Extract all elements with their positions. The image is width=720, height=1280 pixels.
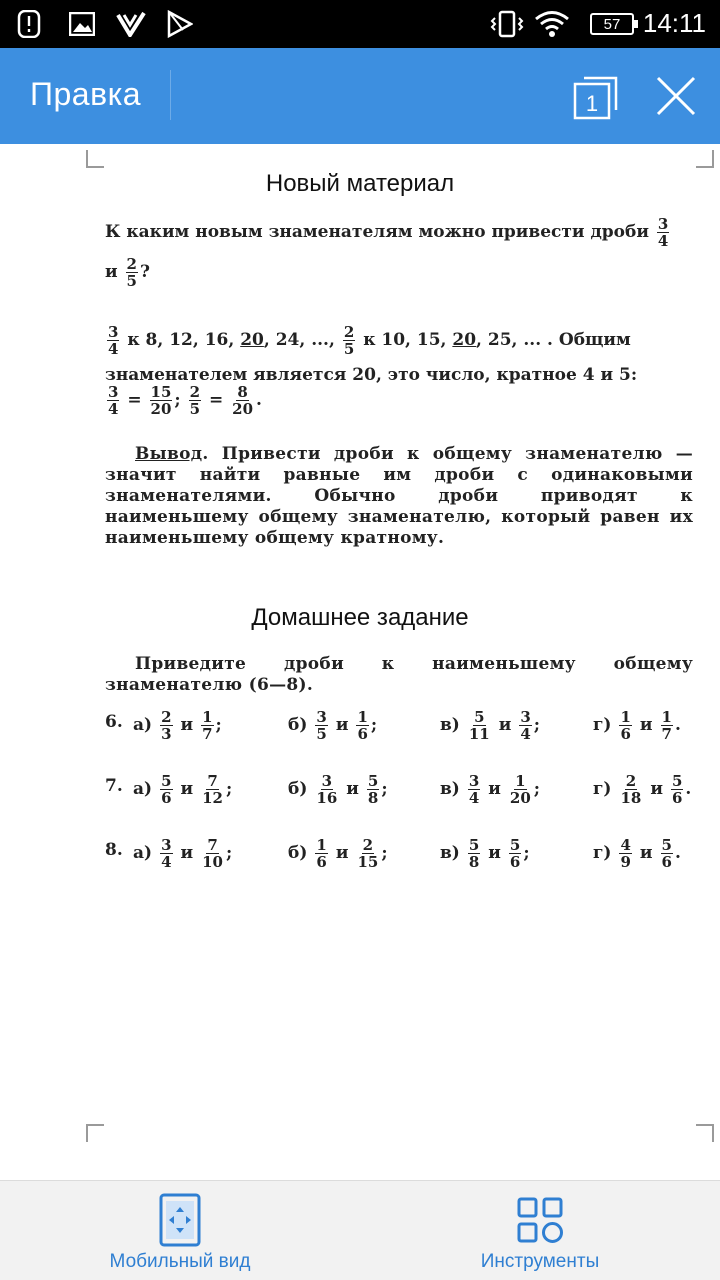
vibrate-icon bbox=[490, 10, 524, 38]
conjunction: и bbox=[335, 715, 349, 735]
fraction: $\frac{1}{20}$ bbox=[509, 771, 531, 807]
exercise-number: 8. bbox=[105, 840, 123, 860]
fraction: $\frac{5}{8}$ bbox=[468, 835, 480, 871]
fraction: $\frac{1}{7}$ bbox=[202, 707, 213, 743]
exercise-item bbox=[593, 828, 681, 878]
answer-equations: $\frac{3}{4}$ = $\frac{15}{20}$ ; $\frac{2}{5}$ = $\frac{8}{20}$ . bbox=[108, 383, 262, 418]
homework-intro: Приведите дроби к наименьшему общему знаменателю (6—8). bbox=[105, 654, 693, 695]
item-label: б) bbox=[288, 843, 308, 863]
item-end: ; bbox=[533, 715, 541, 735]
tools-label: Инструменты bbox=[480, 1251, 600, 1272]
pages-icon bbox=[570, 70, 622, 122]
fraction: $\frac{2}{18}$ bbox=[620, 771, 642, 807]
conjunction: и bbox=[650, 779, 663, 799]
item-label: а) bbox=[133, 715, 153, 735]
conclusion-paragraph bbox=[105, 444, 693, 549]
close-button[interactable] bbox=[650, 70, 702, 122]
fraction: $\frac{3}{4}$ bbox=[108, 323, 119, 358]
edit-title[interactable]: Правка bbox=[30, 76, 142, 112]
play-store-icon bbox=[164, 10, 194, 38]
item-label: в) bbox=[440, 843, 460, 863]
exercise-item bbox=[440, 700, 540, 750]
item-end: ; bbox=[523, 843, 530, 863]
fraction: $\frac{5}{8}$ bbox=[367, 771, 379, 807]
question-line2: и $\frac{2}{5}$ ? bbox=[105, 255, 150, 290]
exercise-item bbox=[593, 700, 681, 750]
fraction: $\frac{3}{16}$ bbox=[316, 771, 338, 807]
exercise-item bbox=[288, 764, 388, 814]
item-end: ; bbox=[225, 843, 233, 863]
fraction: $\frac{3}{4}$ bbox=[161, 835, 172, 871]
fraction: $\frac{7}{12}$ bbox=[202, 771, 223, 807]
item-end: . bbox=[685, 779, 692, 799]
item-label: а) bbox=[133, 843, 153, 863]
conjunction: и bbox=[639, 843, 653, 863]
item-label: г) bbox=[593, 715, 612, 735]
mobile-view-tab[interactable] bbox=[0, 1181, 360, 1280]
exercise-item bbox=[440, 764, 540, 814]
fraction: $\frac{5}{6}$ bbox=[661, 835, 672, 871]
question-text: К каким новым знаменателям можно привести дроби bbox=[105, 222, 649, 242]
conclusion-text: . Привести дроби к общему знаменателю — значит найти равные им дроби с одинаковыми знаменателями. Обычно дроби приводят к наименьшему общему знаменателю, который равен их наименьшему общему кратному. bbox=[105, 444, 693, 548]
exercise-item bbox=[288, 828, 388, 878]
conjunction: и bbox=[639, 715, 653, 735]
close-icon bbox=[650, 70, 702, 122]
item-end: ; bbox=[225, 779, 233, 799]
item-label: в) bbox=[440, 715, 460, 735]
document-page[interactable] bbox=[0, 144, 720, 1180]
item-end: ; bbox=[215, 715, 222, 735]
fraction: $\frac{3}{4}$ bbox=[468, 771, 480, 807]
item-end: ; bbox=[370, 715, 378, 735]
item-label: а) bbox=[133, 779, 153, 799]
item-label: б) bbox=[288, 715, 308, 735]
exercise-item bbox=[133, 764, 232, 814]
divider bbox=[170, 70, 171, 120]
fraction: $\frac{7}{10}$ bbox=[202, 835, 223, 871]
crop-mark bbox=[86, 150, 104, 168]
conjunction: и bbox=[180, 715, 194, 735]
exercise-row bbox=[105, 828, 695, 878]
fraction: $\frac{2}{5}$ bbox=[343, 323, 355, 358]
section-title-homework: Домашнее задание bbox=[251, 604, 469, 631]
exercise-item bbox=[133, 700, 222, 750]
fraction: $\frac{3}{5}$ bbox=[316, 707, 327, 743]
conjunction: и bbox=[488, 843, 501, 863]
item-end: ; bbox=[381, 843, 388, 863]
conjunction: и bbox=[180, 843, 194, 863]
mobile-view-label: Мобильный вид bbox=[109, 1251, 251, 1272]
fraction: $\frac{1}{6}$ bbox=[316, 835, 327, 871]
alert-icon bbox=[16, 10, 42, 38]
tools-tab[interactable] bbox=[360, 1181, 720, 1280]
fraction: $\frac{2}{5}$ bbox=[126, 255, 137, 290]
mobile-view-icon bbox=[155, 1193, 205, 1247]
conclusion-label: Вывод bbox=[135, 444, 203, 464]
exercise-item bbox=[440, 828, 530, 878]
exercise-item bbox=[593, 764, 691, 814]
fraction: $\frac{5}{6}$ bbox=[671, 771, 683, 807]
wifi-icon bbox=[534, 10, 570, 38]
item-end: ; bbox=[381, 779, 388, 799]
question-line1 bbox=[105, 216, 671, 249]
exercise-row bbox=[105, 700, 695, 750]
clock: 14:11 bbox=[642, 8, 706, 38]
tools-icon bbox=[515, 1193, 565, 1247]
exercise-item bbox=[288, 700, 377, 750]
conjunction: и bbox=[488, 779, 501, 799]
crop-mark bbox=[696, 1124, 714, 1142]
fraction: $\frac{2}{3}$ bbox=[161, 707, 172, 743]
conjunction: и bbox=[498, 715, 512, 735]
fraction: $\frac{3}{4}$ bbox=[657, 215, 669, 250]
item-end: ; bbox=[533, 779, 541, 799]
exercise-row bbox=[105, 764, 695, 814]
conjunction: и bbox=[335, 843, 349, 863]
fraction: $\frac{1}{7}$ bbox=[661, 707, 672, 743]
item-end: . bbox=[674, 843, 681, 863]
fraction: $\frac{4}{9}$ bbox=[620, 835, 631, 871]
image-icon bbox=[68, 10, 96, 38]
battery-indicator: 57 bbox=[590, 13, 634, 35]
crop-mark bbox=[696, 150, 714, 168]
answer-line1: $\frac{3}{4}$ к 8, 12, 16, 20, 24, ..., $\frac{2}{5}$ к 10, 15, 20, 25, ... . Общим bbox=[108, 323, 631, 358]
pages-button[interactable] bbox=[570, 70, 622, 122]
fraction: $\frac{5}{11}$ bbox=[468, 707, 490, 743]
fraction: $\frac{5}{6}$ bbox=[509, 835, 521, 871]
fraction: $\frac{2}{15}$ bbox=[357, 835, 379, 871]
exercise-item bbox=[133, 828, 232, 878]
fraction: $\frac{1}{6}$ bbox=[620, 707, 631, 743]
section-title-new-material: Новый материал bbox=[265, 170, 455, 197]
conjunction: и bbox=[346, 779, 359, 799]
item-label: в) bbox=[440, 779, 460, 799]
fraction: $\frac{3}{4}$ bbox=[520, 707, 531, 743]
bottom-toolbar bbox=[0, 1180, 720, 1280]
fraction: $\frac{5}{6}$ bbox=[161, 771, 172, 807]
item-label: г) bbox=[593, 843, 612, 863]
page-count: 1 bbox=[585, 91, 599, 116]
status-bar bbox=[0, 0, 720, 48]
fraction: $\frac{1}{6}$ bbox=[357, 707, 368, 743]
app-bar bbox=[0, 48, 720, 144]
exercise-number: 6. bbox=[105, 712, 123, 732]
exercise-number: 7. bbox=[105, 776, 123, 796]
check-icon bbox=[116, 10, 146, 38]
item-label: б) bbox=[288, 779, 308, 799]
conjunction: и bbox=[180, 779, 194, 799]
answer-line2: знаменателем является 20, это число, кратное 4 и 5: bbox=[105, 365, 638, 385]
item-end: . bbox=[674, 715, 681, 735]
item-label: г) bbox=[593, 779, 612, 799]
crop-mark bbox=[86, 1124, 104, 1142]
